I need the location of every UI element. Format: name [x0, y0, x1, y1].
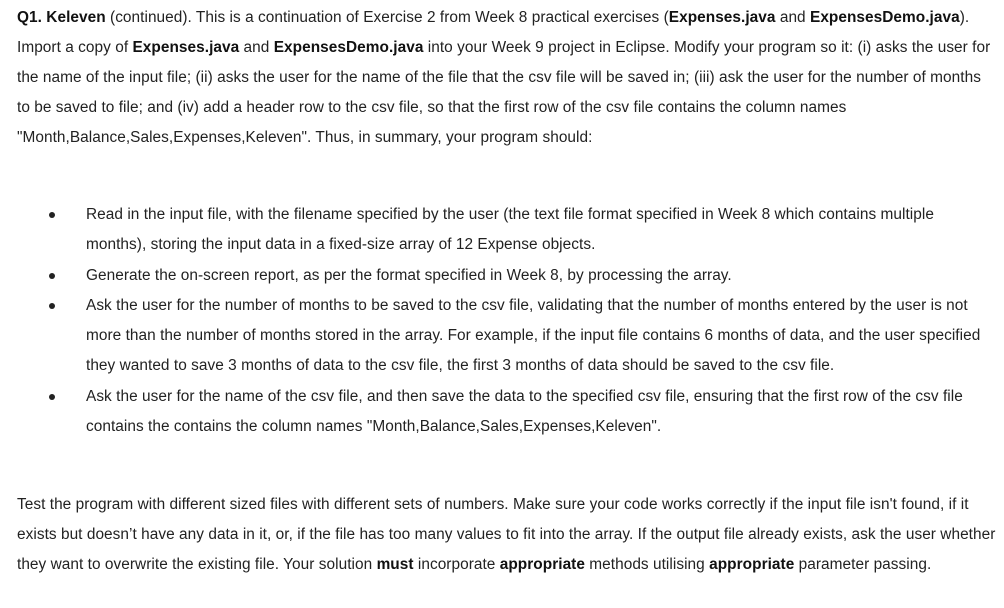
question-name: Keleven [46, 9, 106, 26]
list-item [0, 291, 996, 381]
closing-text-2: incorporate [413, 556, 500, 574]
intro-text-1: (continued). This is a continuation of Exercise 2 from Week 8 practical exercises ( [105, 9, 669, 26]
bullet-icon [49, 303, 55, 309]
closing-text-4: parameter passing. [794, 556, 932, 574]
list-item-text: Generate the on-screen report, as per the format specified in Week 8, by processing the array. [86, 267, 732, 285]
list-item-text: Ask the user for the name of the csv file, and then save the data to the specified csv file, ensuring that the first row of the csv file contains the contains the column names "Month,Balance,Sales,Expenses,Keleven". [86, 387, 963, 435]
file-name-expenses: Expenses.java [668, 9, 776, 26]
question-number: Q1. [17, 9, 42, 26]
requirements-list [0, 200, 1004, 442]
bullet-icon [49, 273, 55, 279]
emphasis-appropriate-1: appropriate [499, 556, 585, 574]
intro-text-4: and [239, 39, 274, 57]
list-item [0, 200, 996, 260]
closing-text-3: methods utilising [584, 556, 710, 574]
intro-text-5: into your Week 9 project in Eclipse. Modify your program so it: (i) asks the user for the name of the input file; (ii) asks the user for the name of the file that the csv file will be saved in; (iii) ask the user for the number of months to be saved to file; and (iv) add a header row to the csv file, so that the first row of the csv file contains the column names "Month,Balance,Sales,Expenses,Keleven". Thus, in summary, your program should: [17, 39, 991, 147]
file-name-expenses-demo-2: ExpensesDemo.java [273, 39, 424, 57]
closing-text-1: Test the program with different sized files with different sets of numbers. Make sure your code works correctly if the input file isn't found, if it exists but doesn’t have any data in it, or, if the file has too many values to fit into the array. If the output file already exists, ask the user whether they want to overwrite the existing file. Your solution [17, 496, 996, 574]
list-item-text: Read in the input file, with the filename specified by the user (the text file format specified in Week 8 which contains multiple months), storing the input data in a fixed-size array of 12 Expense objects. [86, 206, 934, 254]
emphasis-appropriate-2: appropriate [709, 556, 795, 574]
emphasis-must: must [376, 556, 414, 574]
file-name-expenses-demo: ExpensesDemo.java [810, 9, 960, 26]
intro-text-3: ). Import a copy of [17, 9, 970, 57]
intro-text-2: and [775, 9, 810, 26]
file-name-expenses-2: Expenses.java [132, 39, 240, 57]
list-item-text: Ask the user for the number of months to be saved to the csv file, validating that the number of months entered by the user is not more than the number of months stored in the array. For example, if the input file contains 6 months of data, and the user specified they wanted to save 3 months of data to the csv file, the first 3 months of data should be saved to the csv file. [86, 297, 981, 375]
list-item [0, 261, 996, 291]
list-item [0, 382, 996, 442]
bullet-icon [49, 394, 55, 400]
bullet-icon [49, 212, 55, 218]
question-intro [17, 3, 997, 153]
question-closing [17, 490, 997, 580]
